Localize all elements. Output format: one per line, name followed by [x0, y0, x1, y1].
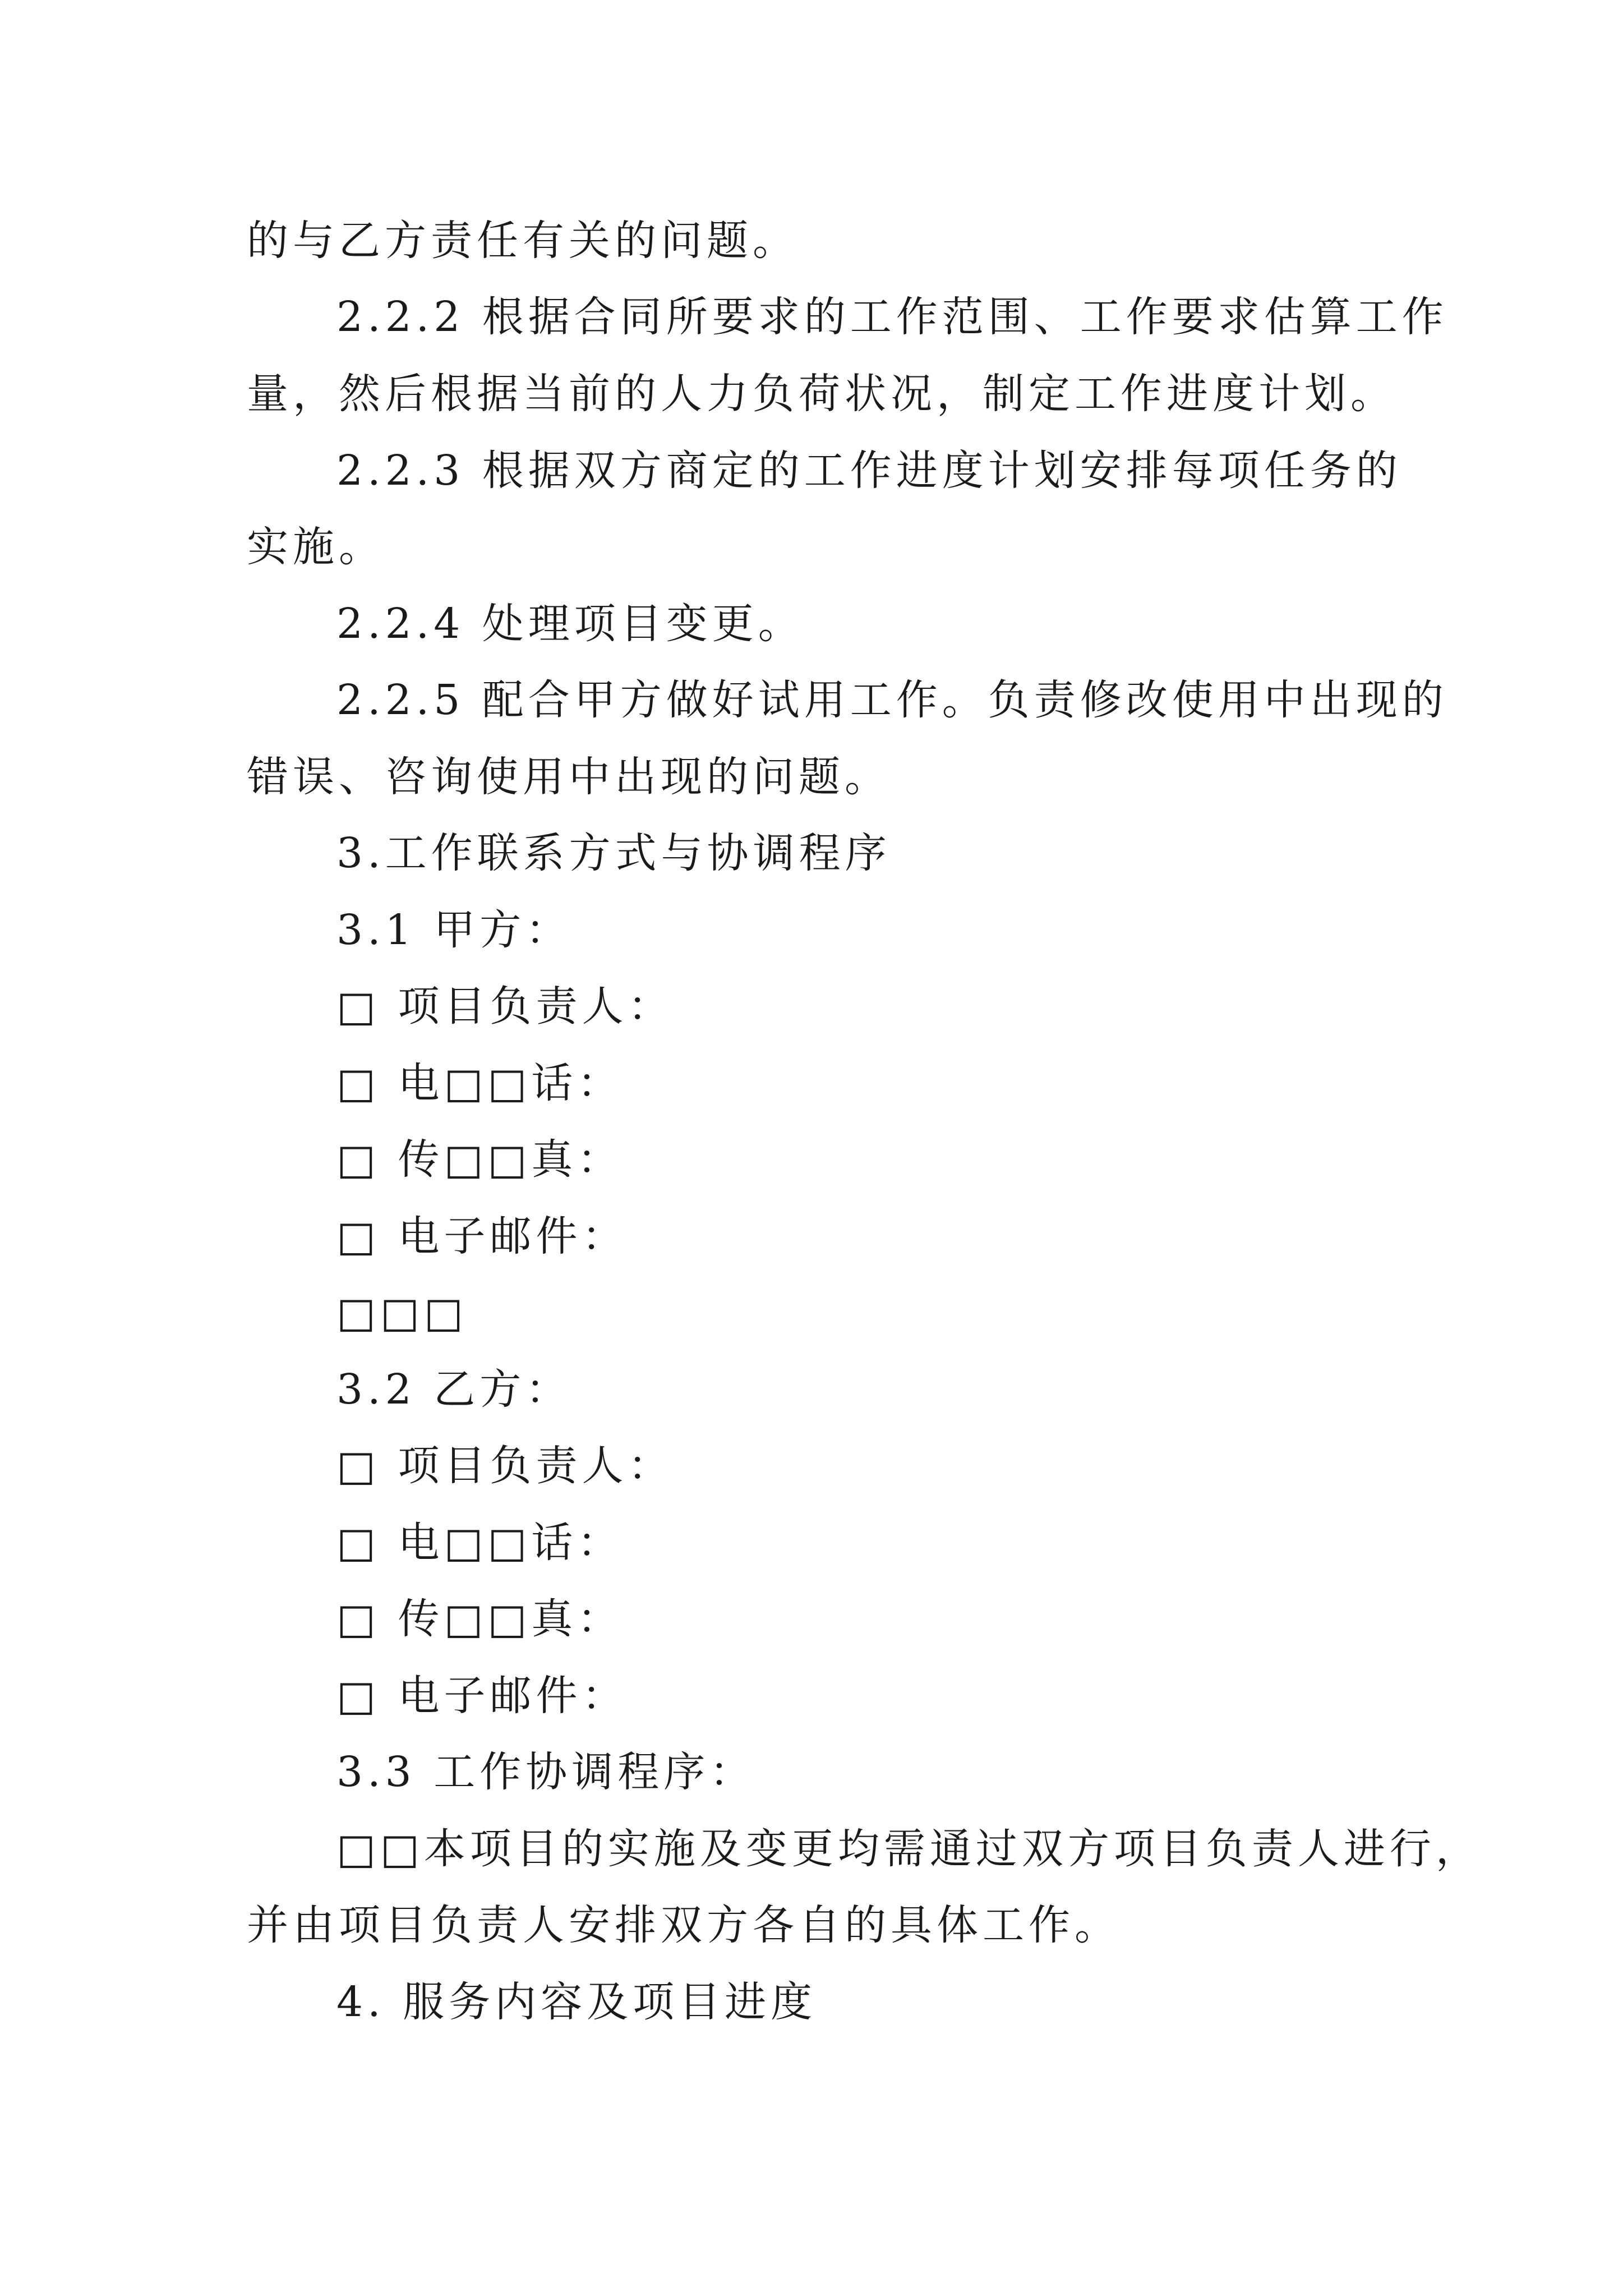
text-line: 错误、咨询使用中出现的问题。	[247, 753, 891, 801]
section-4-heading: 4. 服务内容及项目进度	[336, 1978, 817, 2026]
party-a-phone: □ 电□□话：	[336, 1059, 624, 1107]
party-b-email: □ 电子邮件：	[336, 1672, 628, 1720]
text-line: 并由项目负责人安排双方各自的具体工作。	[247, 1901, 1121, 1949]
clause-2-2-2: 2.2.2 根据合同所要求的工作范围、工作要求估算工作	[336, 293, 1448, 341]
section-3-heading: 3.工作联系方式与协调程序	[336, 829, 891, 877]
text-line: 实施。	[247, 523, 385, 571]
coordination-text: □□本项目的实施及变更均需通过双方项目负责人进行，	[336, 1825, 1482, 1873]
section-3-2-heading: 3.2 乙方：	[336, 1365, 572, 1414]
party-b-manager: □ 项目负责人：	[336, 1442, 674, 1490]
clause-2-2-3: 2.2.3 根据双方商定的工作进度计划安排每项任务的	[336, 447, 1402, 495]
text-line: 量，然后根据当前的人力负荷状况，制定工作进度计划。	[247, 370, 1396, 418]
section-3-1-heading: 3.1 甲方：	[336, 906, 572, 954]
party-b-fax: □ 传□□真：	[336, 1595, 624, 1643]
party-a-fax: □ 传□□真：	[336, 1135, 624, 1184]
clause-2-2-4: 2.2.4 处理项目变更。	[336, 600, 804, 648]
party-a-email: □ 电子邮件：	[336, 1212, 628, 1260]
section-3-3-heading: 3.3 工作协调程序：	[336, 1748, 756, 1796]
party-b-phone: □ 电□□话：	[336, 1519, 624, 1567]
text-line: 的与乙方责任有关的问题。	[247, 217, 799, 265]
placeholder-boxes: □□□	[336, 1289, 468, 1337]
clause-2-2-5: 2.2.5 配合甲方做好试用工作。负责修改使用中出现的	[336, 676, 1448, 724]
party-a-manager: □ 项目负责人：	[336, 982, 674, 1030]
